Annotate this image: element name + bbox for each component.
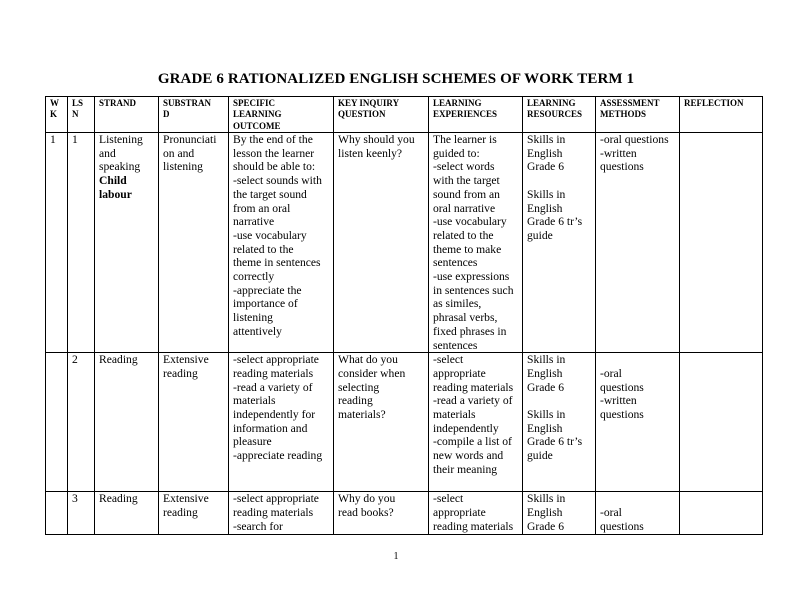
cell-specific-outcome: -select appropriate reading materials -read a variety of materials independently for information and pleasure -appreciate reading	[229, 353, 334, 492]
cell-learning-resources: Skills in English Grade 6	[523, 492, 596, 535]
header-key-inquiry-question: KEY INQUIRY QUESTION	[334, 97, 429, 133]
cell-learning-experiences: -select appropriate reading materials -read a variety of materials independently -compile a list of new words and their meaning	[429, 353, 523, 492]
strand-text: Listening and speaking	[99, 133, 143, 174]
schemes-of-work-table	[45, 96, 763, 535]
header-substrand: SUBSTRAN D	[159, 97, 229, 133]
cell-lesson: 1	[68, 133, 95, 353]
table-row	[46, 353, 763, 492]
cell-lesson: 3	[68, 492, 95, 535]
cell-substrand: Extensive reading	[159, 492, 229, 535]
header-reflection: REFLECTION	[680, 97, 763, 133]
cell-substrand: Pronunciati on and listening	[159, 133, 229, 353]
cell-assessment-methods: -oral questions	[596, 492, 680, 535]
cell-key-inquiry-question: Why do you read books?	[334, 492, 429, 535]
strand-text: Reading	[99, 353, 138, 367]
cell-learning-resources: Skills in English Grade 6 Skills in English Grade 6 tr’s guide	[523, 353, 596, 492]
cell-learning-resources: Skills in English Grade 6 Skills in English Grade 6 tr’s guide	[523, 133, 596, 353]
cell-strand	[95, 353, 159, 492]
cell-week	[46, 492, 68, 535]
cell-reflection	[680, 133, 763, 353]
header-strand: STRAND	[95, 97, 159, 133]
cell-reflection	[680, 492, 763, 535]
header-learning-resources: LEARNING RESOURCES	[523, 97, 596, 133]
strand-theme: Child labour	[99, 174, 132, 201]
cell-assessment-methods: -oral questions -written questions	[596, 353, 680, 492]
cell-substrand: Extensive reading	[159, 353, 229, 492]
cell-strand	[95, 133, 159, 353]
document-title: GRADE 6 RATIONALIZED ENGLISH SCHEMES OF WORK TERM 1	[157, 71, 635, 87]
cell-key-inquiry-question: What do you consider when selecting reading materials?	[334, 353, 429, 492]
cell-specific-outcome: By the end of the lesson the learner should be able to: -select sounds with the target sound from an oral narrative -use vocabulary related to the theme in sentences correctly -appreciate the importance of listening attentively	[229, 133, 334, 353]
table-row	[46, 492, 763, 535]
table-row	[46, 133, 763, 353]
cell-lesson: 2	[68, 353, 95, 492]
cell-week	[46, 353, 68, 492]
header-lesson: LS N	[68, 97, 95, 133]
header-specific-outcome: SPECIFIC LEARNING OUTCOME	[229, 97, 334, 133]
cell-key-inquiry-question: Why should you listen keenly?	[334, 133, 429, 353]
header-assessment-methods: ASSESSMENT METHODS	[596, 97, 680, 133]
header-week: W K	[46, 97, 68, 133]
cell-assessment-methods: -oral questions -written questions	[596, 133, 680, 353]
page-number: 1	[393, 551, 399, 562]
cell-strand	[95, 492, 159, 535]
header-row	[46, 97, 763, 133]
header-learning-experiences: LEARNING EXPERIENCES	[429, 97, 523, 133]
cell-reflection	[680, 353, 763, 492]
strand-text: Reading	[99, 492, 138, 506]
cell-learning-experiences: -select appropriate reading materials	[429, 492, 523, 535]
cell-learning-experiences: The learner is guided to: -select words with the target sound from an oral narrative -use vocabulary related to the theme to make sentences -use expressions in sentences such as similes, phrasal verbs, fixed phrases in sentences	[429, 133, 523, 353]
cell-specific-outcome: -select appropriate reading materials -search for	[229, 492, 334, 535]
cell-week: 1	[46, 133, 68, 353]
